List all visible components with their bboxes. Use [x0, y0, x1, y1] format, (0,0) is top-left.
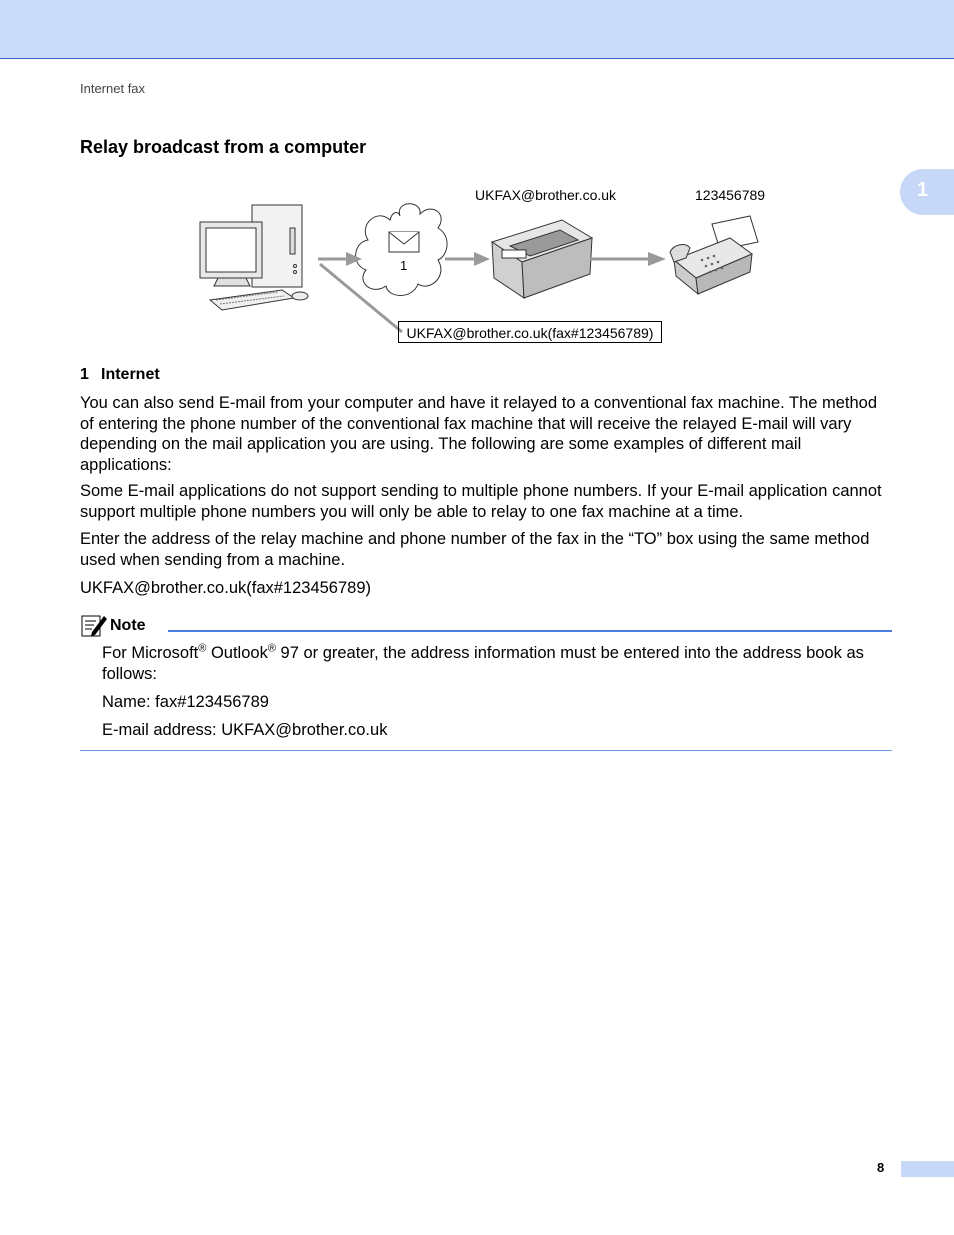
- fax-machine-icon: [670, 216, 758, 294]
- fax-number-label: 123456789: [695, 187, 766, 203]
- footer-band: [901, 1161, 954, 1177]
- body-paragraph-2: Some E-mail applications do not support sending to multiple phone numbers. If your E-mail application cannot support multiple phone numbers you will only be able to relay to one fax machine at a time.: [80, 482, 882, 521]
- chapter-tab[interactable]: [900, 169, 954, 215]
- note-top-rule: [168, 630, 892, 632]
- body-paragraph-4: UKFAX@brother.co.uk(fax#123456789): [80, 579, 372, 597]
- relay-machine-icon: [492, 220, 592, 298]
- note-line-2: Name: fax#123456789: [102, 693, 269, 711]
- note-line-3: E-mail address: UKFAX@brother.co.uk: [102, 721, 388, 739]
- legend-label: Internet: [101, 366, 160, 383]
- top-header-band: [0, 0, 954, 59]
- envelope-icon: [389, 232, 419, 252]
- page-number: 8: [877, 1160, 885, 1175]
- body-paragraph-1: You can also send E-mail from your computer and have it relayed to a conventional fax machine. The method of entering the phone number of the conventional fax machine that will receive the relayed E-mail will vary depending on the mail application you are using. The following are some examples of different mail applications:: [80, 394, 878, 474]
- note-bottom-rule: [80, 750, 892, 751]
- body-paragraph-3: Enter the address of the relay machine and phone number of the fax in the “TO” box using the same method used when sending from a machine.: [80, 530, 870, 569]
- cloud-callout-label: 1: [400, 258, 408, 273]
- legend-number: 1: [80, 366, 89, 383]
- note-pencil-icon: [80, 612, 108, 640]
- computer-icon: [200, 205, 308, 310]
- section-title: Relay broadcast from a computer: [80, 137, 367, 157]
- note-line-1: For Microsoft® Outlook® 97 or greater, the address information must be entered into the address book as follows:: [102, 642, 864, 683]
- combined-address-box: UKFAX@brother.co.uk(fax#123456789): [398, 321, 662, 343]
- diagram-legend: [80, 366, 160, 384]
- running-header: Internet fax: [80, 81, 146, 96]
- relay-address-label: UKFAX@brother.co.uk: [475, 187, 617, 203]
- note-title: Note: [110, 617, 146, 634]
- relay-diagram: [190, 180, 790, 350]
- chapter-tab-number: 1: [917, 179, 929, 201]
